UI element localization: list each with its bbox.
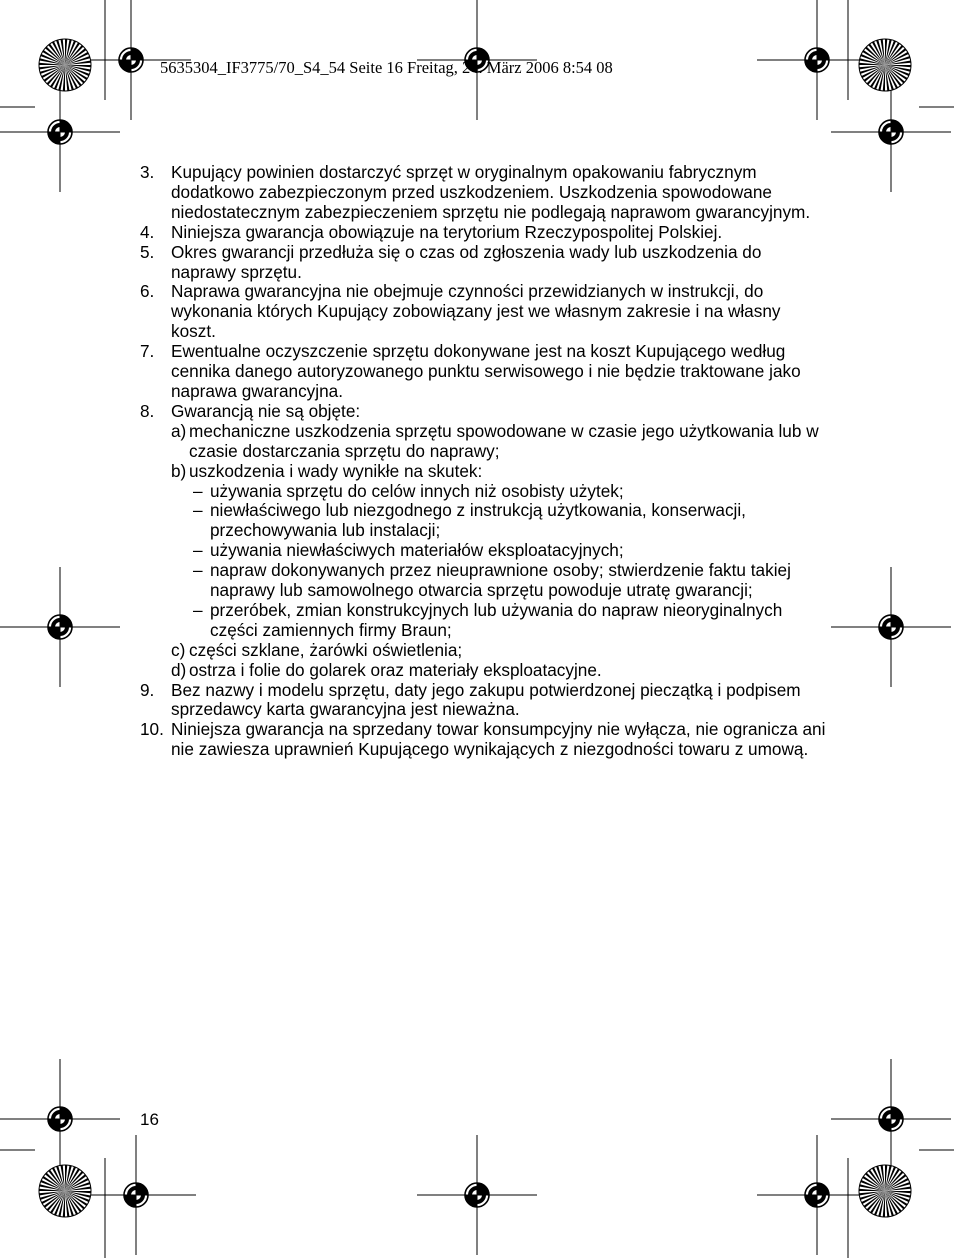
dash-text: przeróbek, zmian konstrukcyjnych lub używania do napraw nieoryginalnych części zamiennych firmy Braun; xyxy=(210,599,783,640)
page-number: 16 xyxy=(140,1110,159,1129)
dash-label: – xyxy=(193,599,203,620)
list-item xyxy=(140,402,830,681)
sub-item-text: części szklane, żarówki oświetlenia; xyxy=(189,639,463,660)
list-item xyxy=(140,282,830,342)
sub-item-text: mechaniczne uszkodzenia sprzętu spowodowane w czasie jego użytkowania lub w czasie dostarczania sprzętu do naprawy; xyxy=(189,420,819,461)
item-text: Bez nazwy i modelu sprzętu, daty jego zakupu potwierdzonej pieczątką i podpisem sprzedawcy karta gwarancyjna jest nieważna. xyxy=(171,679,801,720)
dash-item xyxy=(193,482,830,502)
registration-mark-icon xyxy=(417,1135,537,1255)
starburst-target-icon xyxy=(38,38,92,92)
dash-text: używania sprzętu do celów innych niż osobisty użytek; xyxy=(210,480,624,501)
item-text: Okres gwarancji przedłuża się o czas od zgłoszenia wady lub uszkodzenia do naprawy sprzętu. xyxy=(171,241,762,282)
item-text: Niniejsza gwarancja na sprzedany towar konsumpcyjny nie wyłącza, nie ogranicza ani nie zawiesza uprawnień Kupującego wynikających z niezgodności towaru z umową. xyxy=(171,719,826,760)
dash-item xyxy=(193,561,830,601)
sub-item xyxy=(171,462,830,482)
item-number: 5. xyxy=(140,241,155,262)
item-text: Ewentualne oczyszczenie sprzętu dokonywane jest na koszt Kupującego według cennika danego autoryzowanego punktu serwisowego i nie będzie traktowane jako naprawa gwarancyjna. xyxy=(171,341,801,401)
registration-mark-icon xyxy=(831,567,951,687)
sub-item xyxy=(171,422,830,462)
dash-item xyxy=(193,541,830,561)
registration-mark-icon xyxy=(76,1135,196,1255)
registration-mark-icon xyxy=(0,567,120,687)
item-text: Kupujący powinien dostarczyć sprzęt w oryginalnym opakowaniu fabrycznym dodatkowo zabezpieczonym przed uszkodzeniem. Uszkodzenia spowodowane niedostatecznym zabezpieczeniem sprzętu nie podlegają naprawom gwarancyjnym. xyxy=(171,162,811,222)
item-number: 7. xyxy=(140,341,155,362)
sub-item xyxy=(171,641,830,661)
item-number: 8. xyxy=(140,400,155,421)
list-item xyxy=(140,243,830,283)
sub-item-text: ostrza i folie do golarek oraz materiały eksploatacyjne. xyxy=(189,659,602,680)
item-number: 9. xyxy=(140,679,155,700)
sub-item xyxy=(171,661,830,681)
list-item xyxy=(140,681,830,721)
dash-item xyxy=(193,601,830,641)
item-number: 6. xyxy=(140,281,155,302)
sub-item-text: uszkodzenia i wady wynikłe na skutek: xyxy=(189,460,483,481)
starburst-target-icon xyxy=(38,1164,92,1218)
item-text: Niniejsza gwarancja obowiązuje na terytorium Rzeczypospolitej Polskiej. xyxy=(171,221,723,242)
item-text: Naprawa gwarancyjna nie obejmuje czynności przewidzianych w instrukcji, do wykonania których Kupujący zobowiązany jest we własnym zakresie i na własny koszt. xyxy=(171,281,781,342)
dash-label: – xyxy=(193,500,203,521)
item-text: Gwarancją nie są objęte: xyxy=(171,400,361,421)
dash-label: – xyxy=(193,540,203,561)
starburst-target-icon xyxy=(858,38,912,92)
item-number: 3. xyxy=(140,162,155,182)
sub-item-label: a) xyxy=(171,420,187,441)
list-item xyxy=(140,720,830,760)
dash-label: – xyxy=(193,480,203,501)
item-number: 4. xyxy=(140,221,155,242)
dash-item xyxy=(193,501,830,541)
print-header: 5635304_IF3775/70_S4_54 Seite 16 Freitag, 24. März 2006 8:54 08 xyxy=(160,58,613,77)
sub-item-label: b) xyxy=(171,460,187,481)
sub-item-label: d) xyxy=(171,659,187,680)
list-item xyxy=(140,342,830,402)
list-item xyxy=(140,163,830,223)
dash-text: napraw dokonywanych przez nieuprawnione osoby; stwierdzenie faktu takiej naprawy lub samowolnego otwarcia sprzętu powoduje utratę gwarancji; xyxy=(210,560,791,601)
warranty-terms xyxy=(140,163,830,760)
dash-text: używania niewłaściwych materiałów eksploatacyjnych; xyxy=(210,540,624,561)
starburst-target-icon xyxy=(858,1164,912,1218)
sub-item-label: c) xyxy=(171,639,186,660)
list-item xyxy=(140,223,830,243)
item-number: 10. xyxy=(140,719,164,740)
dash-label: – xyxy=(193,560,203,581)
dash-text: niewłaściwego lub niezgodnego z instrukcją użytkowania, konserwacji, przechowywania lub instalacji; xyxy=(210,500,746,541)
